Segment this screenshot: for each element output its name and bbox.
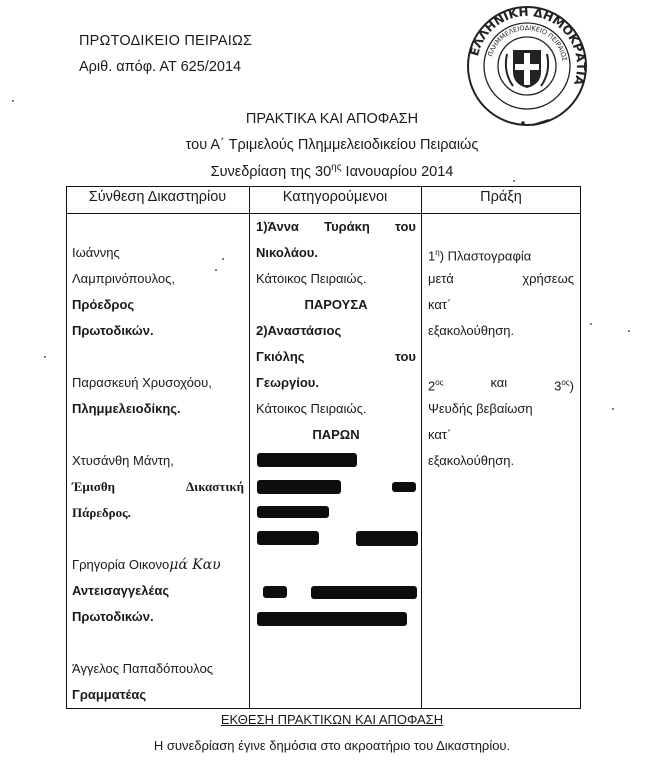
- court-name: ΠΡΩΤΟΔΙΚΕΙΟ ΠΕΙΡΑΙΩΣ: [79, 33, 253, 49]
- scan-speck: [590, 323, 592, 325]
- court-chamber: του Α΄ Τριμελούς Πλημμελειοδικείου Πειραιώς: [185, 137, 479, 153]
- offense2-line3: κατ΄: [428, 427, 452, 442]
- scan-speck: [222, 258, 224, 260]
- accused1-residence: Κάτοικος Πειραιώς.: [256, 271, 367, 286]
- judge3-role-cont: Πάρεδρος.: [72, 505, 131, 520]
- scan-speck: [44, 356, 46, 358]
- header-offense: Πράξη: [480, 189, 522, 205]
- prosecutor-name: Γρηγορία Οικονομά Καυ: [72, 557, 221, 573]
- accused1-father: Νικολάου.: [256, 245, 318, 260]
- column-divider-1: [249, 186, 250, 709]
- session-date: Συνεδρίαση της $30^{\eta\varsigma}$ Ιανουαρίου 2014: [210, 162, 454, 180]
- redaction-bar: [263, 586, 287, 598]
- column-divider-2: [421, 186, 422, 709]
- accused2-status: ΠΑΡΩΝ: [312, 427, 360, 442]
- judge1-role: Πρόεδρος: [72, 297, 135, 312]
- header-accused: Κατηγορούμενοι: [282, 189, 388, 205]
- judge1-name-first: Ιωάννης: [72, 245, 120, 260]
- prosecutor-handwriting: μά Καυ: [169, 557, 221, 573]
- offense2-line2: Ψευδής βεβαίωση: [428, 401, 533, 416]
- table-border-right: [580, 186, 581, 709]
- header-composition: Σύνθεση Δικαστηρίου: [88, 189, 227, 205]
- scan-speck: [215, 269, 217, 271]
- prosecutor-role: Αντεισαγγελέας: [72, 583, 170, 598]
- secretary-role: Γραμματέας: [72, 687, 147, 702]
- session-statement: Η συνεδρίαση έγινε δημόσια στο ακροατήριο του Δικαστηρίου.: [153, 738, 511, 753]
- accused1-status: ΠΑΡΟΥΣΑ: [304, 297, 368, 312]
- judge3-role: Έμισθη Δικαστική: [72, 479, 244, 494]
- seal-inner-text: ΠΛΗΜΜΕΛΕΙΟΔΙΚΕΙΟ ΠΕΙΡΑΙΩΣ: [486, 23, 569, 62]
- redaction-bar: [257, 612, 407, 626]
- document-title: ΠΡΑΚΤΙΚΑ ΚΑΙ ΑΠΟΦΑΣΗ: [245, 111, 419, 127]
- judge1-name-last: Λαμπρινόπουλος,: [72, 271, 176, 286]
- offense1-line3: κατ΄: [428, 297, 452, 312]
- offense1-line4: εξακολούθηση.: [428, 323, 515, 338]
- redaction-bar: [257, 506, 329, 518]
- decision-number: Αριθ. απόφ. ΑΤ 625/2014: [79, 59, 242, 75]
- judge2-name: Παρασκευή Χρυσοχόου,: [72, 375, 212, 390]
- offense2-title: $2^{o\varsigma}$ και $3^{o\varsigma}$): [428, 375, 574, 394]
- judge3-name: Χτυσάνθη Μάντη,: [72, 453, 174, 468]
- redaction-bar: [311, 586, 417, 599]
- judge2-role: Πλημμελειοδίκης.: [72, 401, 181, 416]
- scan-speck: [612, 408, 614, 410]
- redaction-bar: [257, 453, 357, 467]
- secretary-name: Άγγελος Παπαδόπουλος: [72, 661, 214, 676]
- accused2-surname: Γκιόλης του: [256, 349, 416, 364]
- scan-speck: [513, 180, 515, 182]
- accused1-name: 1)Άννα Τυράκη του: [256, 219, 416, 234]
- accused2-residence: Κάτοικος Πειραιώς.: [256, 401, 367, 416]
- case-table: [66, 186, 581, 709]
- judge1-role-rank: Πρωτοδικών.: [72, 323, 154, 338]
- redaction-bar: [356, 531, 418, 546]
- seal-outer-text: ΕΛΛΗΝΙΚΗ ΔΗΜΟΚΡΑΤΙΑ: [467, 4, 589, 87]
- accused2-name: 2)Αναστάσιος: [256, 323, 342, 338]
- coat-of-arms-icon: [506, 50, 548, 88]
- redaction-bar: [257, 531, 319, 545]
- scan-speck: [628, 330, 630, 332]
- scan-speck: [12, 100, 14, 102]
- offense1-line2: μετά χρήσεως: [428, 271, 574, 286]
- accused2-father: Γεωργίου.: [256, 375, 319, 390]
- redaction-bar: [257, 480, 341, 494]
- redaction-bar: [392, 482, 416, 492]
- prosecutor-role-rank: Πρωτοδικών.: [72, 609, 154, 624]
- offense1-title: $1^\eta$) Πλαστογραφία: [428, 248, 532, 264]
- table-border-left: [66, 186, 67, 709]
- table-border-top: [66, 186, 581, 187]
- offense2-line4: εξακολούθηση.: [428, 453, 515, 468]
- report-heading: ΕΚΘΕΣΗ ΠΡΑΚΤΙΚΩΝ ΚΑΙ ΑΠΟΦΑΣΗ: [220, 712, 444, 727]
